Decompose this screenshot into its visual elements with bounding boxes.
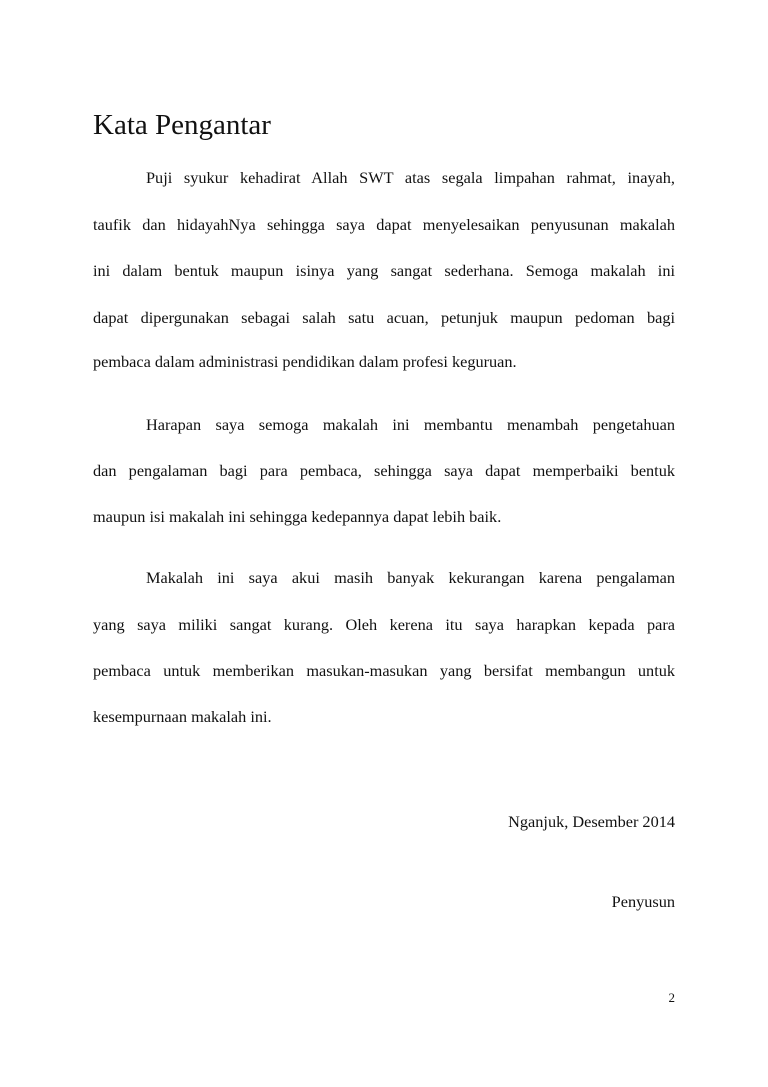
paragraph-3-line: pembaca untuk memberikan masukan-masukan yang bersifat membangun untuk — [93, 661, 675, 680]
paragraph-3-line: Makalah ini saya akui masih banyak kekurangan karena pengalaman — [146, 568, 675, 587]
signature-label: Penyusun — [611, 892, 675, 911]
paragraph-1-line: Puji syukur kehadirat Allah SWT atas segala limpahan rahmat, inayah, — [146, 168, 675, 187]
paragraph-3-line: yang saya miliki sangat kurang. Oleh kerena itu saya harapkan kepada para — [93, 615, 675, 634]
paragraph-1-line: taufik dan hidayahNya sehingga saya dapat menyelesaikan penyusunan makalah — [93, 215, 675, 234]
paragraph-1-line: dapat dipergunakan sebagai salah satu acuan, petunjuk maupun pedoman bagi — [93, 308, 675, 327]
page-number: 2 — [668, 990, 675, 1005]
paragraph-2-line: maupun isi makalah ini sehingga kedepannya dapat lebih baik. — [93, 507, 502, 526]
paragraph-1-line: ini dalam bentuk maupun isinya yang sangat sederhana. Semoga makalah ini — [93, 261, 675, 280]
paragraph-2-line: dan pengalaman bagi para pembaca, sehingga saya dapat memperbaiki bentuk — [93, 461, 675, 480]
paragraph-2-line: Harapan saya semoga makalah ini membantu menambah pengetahuan — [146, 415, 675, 434]
paragraph-3-line: kesempurnaan makalah ini. — [93, 707, 272, 726]
place-date: Nganjuk, Desember 2014 — [508, 812, 675, 831]
paragraph-1-line: pembaca dalam administrasi pendidikan dalam profesi keguruan. — [93, 352, 517, 371]
page-title: Kata Pengantar — [93, 109, 271, 141]
